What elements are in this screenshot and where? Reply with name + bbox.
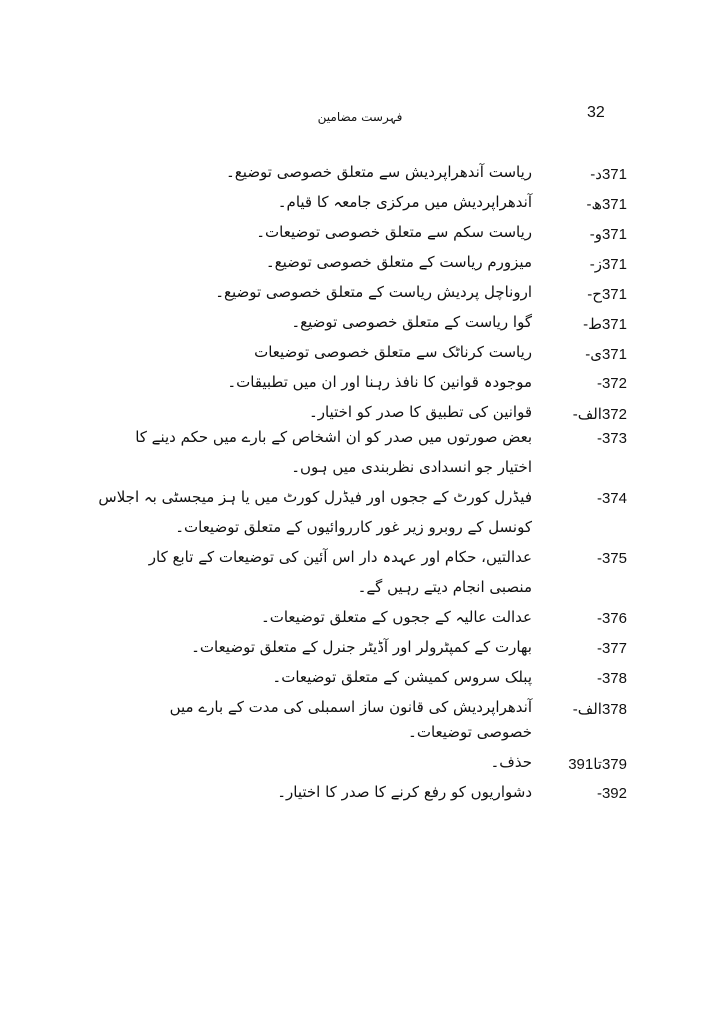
toc-entry-number: 371ح- bbox=[587, 286, 627, 303]
toc-entry-number: 371ز- bbox=[589, 256, 627, 273]
toc-entry-title: عدالت عالیہ کے ججوں کے متعلق توضیعات۔ bbox=[260, 608, 532, 626]
toc-entry-title: فیڈرل کورٹ کے ججوں اور فیڈرل کورٹ میں یا ہز میجسٹی بہ اجلاس bbox=[98, 488, 532, 506]
toc-entry-number: 371و- bbox=[589, 226, 627, 243]
toc-entry-title: بعض صورتوں میں صدر کو ان اشخاص کے بارے میں حکم دینے کا bbox=[135, 428, 532, 446]
toc-entry-number: 376- bbox=[596, 610, 627, 627]
toc-entry-title: اختیار جو انسدادی نظربندی میں ہوں۔ bbox=[291, 458, 532, 476]
toc-entry-title: آندھراپردیش کی قانون ساز اسمبلی کی مدت کے بارے میں bbox=[169, 698, 532, 716]
toc-entry-number: 377- bbox=[596, 640, 627, 657]
toc-entry-title: کونسل کے روبرو زیر غور کارروائیوں کے متعلق توضیعات۔ bbox=[175, 518, 532, 536]
toc-entry-title: حذف۔ bbox=[490, 753, 532, 771]
toc-entry-number: 372الف- bbox=[572, 406, 627, 423]
toc-entry-number: 373- bbox=[596, 430, 627, 447]
toc-entry-number: 374- bbox=[596, 490, 627, 507]
toc-entry-number: 372- bbox=[596, 375, 627, 392]
toc-entry-title: ریاست کرناٹک سے متعلق خصوصی توضیعات bbox=[254, 343, 532, 361]
toc-entry-title: ریاست آندھراپردیش سے متعلق خصوصی توضیع۔ bbox=[226, 163, 532, 181]
toc-entry-title: پبلک سروس کمیشن کے متعلق توضیعات۔ bbox=[272, 668, 532, 686]
toc-entry-title: بھارت کے کمپٹرولر اور آڈیٹر جنرل کے متعلق توضیعات۔ bbox=[191, 638, 532, 656]
running-title: فہرست مضامین bbox=[317, 110, 403, 124]
toc-entry-title: آندھراپردیش میں مرکزی جامعہ کا قیام۔ bbox=[277, 193, 532, 211]
toc-entry-number: 375- bbox=[596, 550, 627, 567]
toc-entry-title: قوانین کی تطبیق کا صدر کو اختیار۔ bbox=[308, 403, 532, 421]
toc-entry-title: گوا ریاست کے متعلق خصوصی توضیع۔ bbox=[291, 313, 532, 331]
toc-entry-number: 371د- bbox=[590, 166, 627, 183]
toc-entry-title: اروناچل پردیش ریاست کے متعلق خصوصی توضیع۔ bbox=[215, 283, 532, 301]
page-number: 32 bbox=[587, 104, 605, 121]
toc-entry-number: 379تا391 bbox=[568, 756, 627, 773]
toc-entry-title: ریاست سکم سے متعلق خصوصی توضیعات۔ bbox=[256, 223, 532, 241]
toc-entry-number: 392- bbox=[596, 785, 627, 802]
toc-entry-number: 371ھ- bbox=[586, 196, 627, 213]
toc-entry-title: میزورم ریاست کے متعلق خصوصی توضیع۔ bbox=[265, 253, 532, 271]
toc-entry-title: دشواریوں کو رفع کرنے کا صدر کا اختیار۔ bbox=[277, 783, 532, 801]
toc-entry-title: موجودہ قوانین کا نافذ رہنا اور ان میں تطبیقات۔ bbox=[227, 373, 532, 391]
toc-entry-number: 378الف- bbox=[572, 701, 627, 718]
toc-entry-number: 378- bbox=[596, 670, 627, 687]
toc-entry-number: 371ط- bbox=[583, 316, 627, 333]
toc-entry-title: منصبی انجام دیتے رہیں گے۔ bbox=[357, 578, 532, 596]
toc-entry-title: عدالتیں، حکام اور عہدہ دار اس آئین کی توضیعات کے تابع کار bbox=[148, 548, 532, 566]
toc-entry-title: خصوصی توضیعات۔ bbox=[408, 723, 532, 741]
toc-entry-number: 371ی- bbox=[585, 346, 627, 363]
